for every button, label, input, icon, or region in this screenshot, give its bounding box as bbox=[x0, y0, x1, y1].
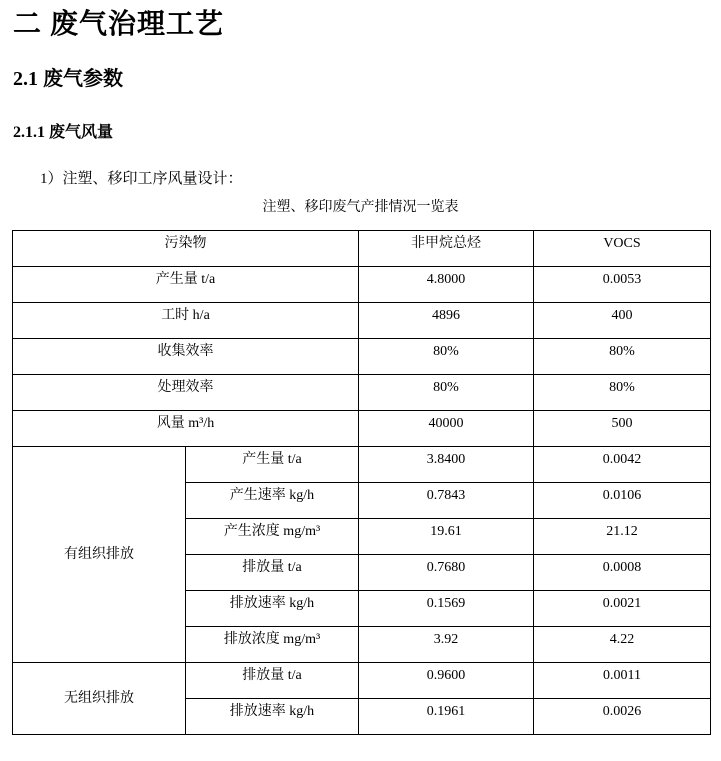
subsection-title: 2.1 废气参数 bbox=[13, 68, 123, 90]
header-cell-nmhc: 非甲烷总烃 bbox=[359, 231, 534, 267]
nmhc-value-cell: 0.1961 bbox=[359, 699, 534, 735]
table-header-row bbox=[13, 231, 711, 267]
header-cell-pollutant: 污染物 bbox=[13, 231, 359, 267]
vocs-value-cell: 80% bbox=[534, 339, 711, 375]
nmhc-value-cell: 80% bbox=[359, 339, 534, 375]
table-caption: 注塑、移印废气产排情况一览表 bbox=[262, 200, 459, 215]
section-title: 二 废气治理工艺 bbox=[13, 9, 225, 40]
row-label-cell: 排放速率 kg/h bbox=[186, 699, 359, 735]
row-label-cell: 风量 m³/h bbox=[13, 411, 359, 447]
emission-table bbox=[12, 230, 711, 735]
row-label-cell: 产生量 t/a bbox=[186, 447, 359, 483]
vocs-value-cell: 0.0042 bbox=[534, 447, 711, 483]
nmhc-value-cell: 0.1569 bbox=[359, 591, 534, 627]
row-label-cell: 处理效率 bbox=[13, 375, 359, 411]
group-cell-organized-emission: 有组织排放 bbox=[13, 447, 186, 663]
intro-line: 1）注塑、移印工序风量设计： bbox=[40, 171, 243, 187]
nmhc-value-cell: 19.61 bbox=[359, 519, 534, 555]
nmhc-value-cell: 0.7680 bbox=[359, 555, 534, 591]
nmhc-value-cell: 4896 bbox=[359, 303, 534, 339]
row-label-cell: 排放浓度 mg/m³ bbox=[186, 627, 359, 663]
vocs-value-cell: 500 bbox=[534, 411, 711, 447]
vocs-value-cell: 0.0011 bbox=[534, 663, 711, 699]
table-row bbox=[13, 447, 711, 483]
row-label-cell: 工时 h/a bbox=[13, 303, 359, 339]
nmhc-value-cell: 40000 bbox=[359, 411, 534, 447]
table-row bbox=[13, 339, 711, 375]
vocs-value-cell: 0.0053 bbox=[534, 267, 711, 303]
table-row bbox=[13, 303, 711, 339]
vocs-value-cell: 0.0026 bbox=[534, 699, 711, 735]
vocs-value-cell: 0.0106 bbox=[534, 483, 711, 519]
table-row bbox=[13, 267, 711, 303]
nmhc-value-cell: 4.8000 bbox=[359, 267, 534, 303]
vocs-value-cell: 80% bbox=[534, 375, 711, 411]
header-cell-vocs: VOCS bbox=[534, 231, 711, 267]
table-row bbox=[13, 663, 711, 699]
row-label-cell: 排放速率 kg/h bbox=[186, 591, 359, 627]
nmhc-value-cell: 3.92 bbox=[359, 627, 534, 663]
table-row bbox=[13, 411, 711, 447]
nmhc-value-cell: 0.9600 bbox=[359, 663, 534, 699]
row-label-cell: 产生量 t/a bbox=[13, 267, 359, 303]
nmhc-value-cell: 80% bbox=[359, 375, 534, 411]
group-cell-unorganized-emission: 无组织排放 bbox=[13, 663, 186, 735]
row-label-cell: 排放量 t/a bbox=[186, 663, 359, 699]
vocs-value-cell: 21.12 bbox=[534, 519, 711, 555]
row-label-cell: 收集效率 bbox=[13, 339, 359, 375]
row-label-cell: 产生浓度 mg/m³ bbox=[186, 519, 359, 555]
nmhc-value-cell: 0.7843 bbox=[359, 483, 534, 519]
row-label-cell: 产生速率 kg/h bbox=[186, 483, 359, 519]
vocs-value-cell: 0.0021 bbox=[534, 591, 711, 627]
nmhc-value-cell: 3.8400 bbox=[359, 447, 534, 483]
vocs-value-cell: 400 bbox=[534, 303, 711, 339]
vocs-value-cell: 0.0008 bbox=[534, 555, 711, 591]
vocs-value-cell: 4.22 bbox=[534, 627, 711, 663]
row-label-cell: 排放量 t/a bbox=[186, 555, 359, 591]
table-row bbox=[13, 375, 711, 411]
subsubsection-title: 2.1.1 废气风量 bbox=[13, 124, 114, 141]
